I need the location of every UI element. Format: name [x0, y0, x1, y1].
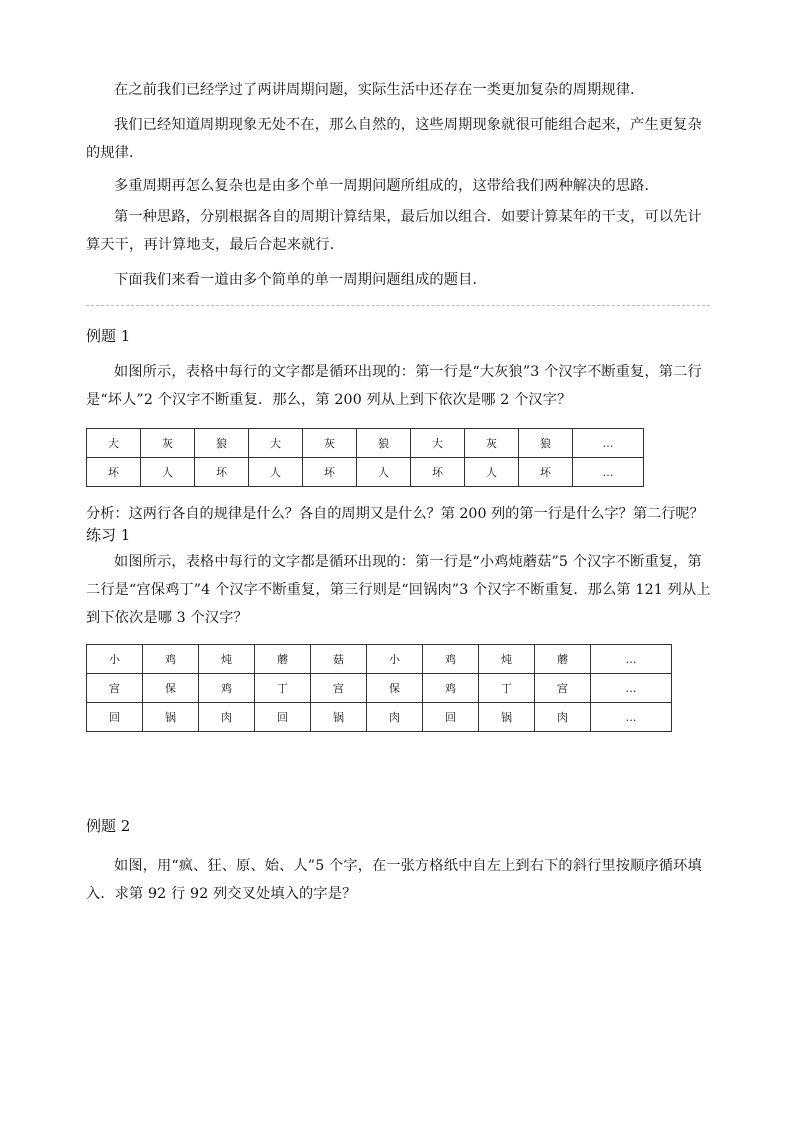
table-cell: 大 — [87, 429, 141, 458]
intro-paragraph-2: 我们已经知道周期现象无处不在，那么自然的，这些周期现象就很可能组合起来，产生更复杂的规律． — [86, 117, 702, 161]
table-cell: … — [573, 429, 644, 458]
table-cell: 人 — [249, 458, 303, 487]
table-cell: 保 — [143, 674, 199, 703]
intro-paragraph-5: 下面我们来看一道由多个简单的单一周期问题组成的题目． — [114, 272, 487, 288]
table-cell: 狼 — [519, 429, 573, 458]
example-2-text: 如图，用“疯、狂、原、始、人”5 个字，在一张方格纸中自左上到右下的斜行里按顺序循环填入．求第 92 行 92 列交叉处填入的字是？ — [86, 858, 702, 902]
table-cell: 丁 — [479, 674, 535, 703]
practice-1-table — [86, 644, 672, 732]
table-cell: 坏 — [303, 458, 357, 487]
table-cell: … — [591, 703, 672, 732]
table-row — [87, 674, 672, 703]
practice-1-text: 如图所示，表格中每行的文字都是循环出现的：第一行是“小鸡炖蘑菇”5 个汉字不断重复，第二行是“宫保鸡丁”4 个汉字不断重复，第三行则是“回锅肉”3 个汉字不断重复．那么第 121 列从上到下依次是哪 3 个汉字？ — [86, 554, 711, 626]
table-cell: 菇 — [311, 645, 367, 674]
table-cell: 小 — [87, 645, 143, 674]
table-cell: 坏 — [519, 458, 573, 487]
intro-paragraph-3: 多重周期再怎么复杂也是由多个单一周期问题所组成的，这带给我们两种解决的思路． — [114, 178, 659, 194]
table-cell: 蘑 — [535, 645, 591, 674]
practice-1-title: 练习 1 — [86, 526, 131, 544]
table-cell: 回 — [87, 703, 143, 732]
table-cell: 肉 — [367, 703, 423, 732]
table-cell: … — [591, 645, 672, 674]
intro-paragraph-1: 在之前我们已经学过了两讲周期问题，实际生活中还存在一类更加复杂的周期规律． — [114, 82, 645, 98]
table-cell: 肉 — [535, 703, 591, 732]
table-cell: 鸡 — [199, 674, 255, 703]
example-1-analysis: 分析：这两行各自的规律是什么？各自的周期又是什么？第 200 列的第一行是什么字？第二行呢？ — [86, 506, 704, 522]
table-cell: 坏 — [411, 458, 465, 487]
table-row — [87, 429, 644, 458]
table-cell: … — [573, 458, 644, 487]
example-1-title: 例题 1 — [86, 327, 131, 345]
table-cell: 锅 — [311, 703, 367, 732]
table-cell: 回 — [255, 703, 311, 732]
table-cell: 鸡 — [143, 645, 199, 674]
table-cell: 狼 — [357, 429, 411, 458]
table-cell: 坏 — [87, 458, 141, 487]
table-row — [87, 703, 672, 732]
table-cell: 保 — [367, 674, 423, 703]
table-cell: 锅 — [479, 703, 535, 732]
table-cell: 宫 — [311, 674, 367, 703]
table-cell: 人 — [357, 458, 411, 487]
table-row — [87, 645, 672, 674]
table-cell: 鸡 — [423, 674, 479, 703]
table-row — [87, 458, 644, 487]
section-divider — [86, 305, 710, 306]
table-cell: 蘑 — [255, 645, 311, 674]
table-cell: 丁 — [255, 674, 311, 703]
table-cell: 大 — [249, 429, 303, 458]
table-cell: 坏 — [195, 458, 249, 487]
table-cell: 宫 — [535, 674, 591, 703]
table-cell: 回 — [423, 703, 479, 732]
intro-paragraph-4: 第一种思路，分别根据各自的周期计算结果，最后加以组合．如要计算某年的干支，可以先计算天干，再计算地支，最后合起来就行． — [86, 209, 702, 253]
table-cell: 大 — [411, 429, 465, 458]
table-cell: 炖 — [199, 645, 255, 674]
table-cell: 狼 — [195, 429, 249, 458]
table-cell: 肉 — [199, 703, 255, 732]
example-1-table — [86, 428, 644, 487]
example-1-text: 如图所示，表格中每行的文字都是循环出现的：第一行是“大灰狼”3 个汉字不断重复，第二行是“坏人”2 个汉字不断重复．那么，第 200 列从上到下依次是哪 2 个汉字？ — [86, 364, 702, 408]
table-cell: 炖 — [479, 645, 535, 674]
table-cell: 鸡 — [423, 645, 479, 674]
table-cell: 灰 — [303, 429, 357, 458]
table-cell: 宫 — [87, 674, 143, 703]
table-cell: 小 — [367, 645, 423, 674]
table-cell: 人 — [141, 458, 195, 487]
example-2-title: 例题 2 — [86, 817, 131, 835]
table-cell: 灰 — [465, 429, 519, 458]
table-cell: 锅 — [143, 703, 199, 732]
table-cell: 灰 — [141, 429, 195, 458]
table-cell: … — [591, 674, 672, 703]
table-cell: 人 — [465, 458, 519, 487]
